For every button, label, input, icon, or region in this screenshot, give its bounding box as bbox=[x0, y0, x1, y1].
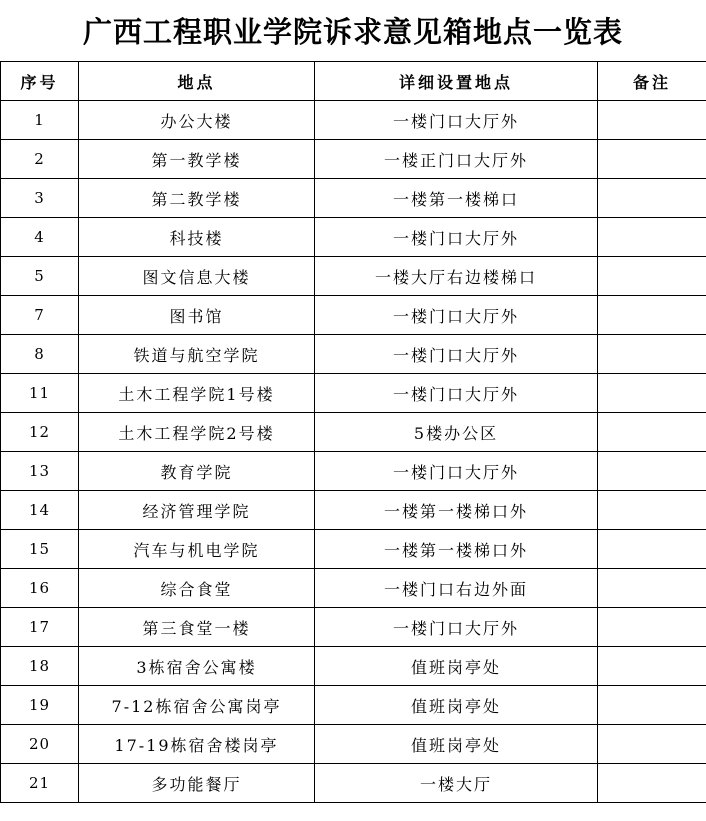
cell-location: 汽车与机电学院 bbox=[79, 530, 315, 569]
cell-location: 综合食堂 bbox=[79, 569, 315, 608]
cell-detail: 一楼第一楼梯口 bbox=[315, 179, 598, 218]
table-row bbox=[1, 140, 706, 179]
cell-location: 图书馆 bbox=[79, 296, 315, 335]
cell-seq: 11 bbox=[1, 374, 79, 413]
cell-seq: 21 bbox=[1, 764, 79, 803]
cell-seq: 17 bbox=[1, 608, 79, 647]
cell-detail: 一楼大厅右边楼梯口 bbox=[315, 257, 598, 296]
cell-remark bbox=[598, 764, 706, 803]
cell-detail: 一楼门口大厅外 bbox=[315, 335, 598, 374]
table-header-row bbox=[1, 62, 706, 101]
cell-detail: 一楼门口大厅外 bbox=[315, 101, 598, 140]
cell-location: 第二教学楼 bbox=[79, 179, 315, 218]
cell-remark bbox=[598, 647, 706, 686]
cell-detail: 一楼大厅 bbox=[315, 764, 598, 803]
cell-location: 7-12栋宿舍公寓岗亭 bbox=[79, 686, 315, 725]
header-location: 地点 bbox=[79, 62, 315, 101]
table-row bbox=[1, 296, 706, 335]
cell-detail: 一楼门口大厅外 bbox=[315, 452, 598, 491]
cell-remark bbox=[598, 179, 706, 218]
table-row bbox=[1, 491, 706, 530]
table-row bbox=[1, 179, 706, 218]
cell-seq: 12 bbox=[1, 413, 79, 452]
cell-remark bbox=[598, 335, 706, 374]
table-row bbox=[1, 686, 706, 725]
cell-detail: 一楼第一楼梯口外 bbox=[315, 530, 598, 569]
table-row bbox=[1, 725, 706, 764]
cell-detail: 一楼门口大厅外 bbox=[315, 218, 598, 257]
cell-location: 17-19栋宿舍楼岗亭 bbox=[79, 725, 315, 764]
cell-seq: 13 bbox=[1, 452, 79, 491]
cell-detail: 值班岗亭处 bbox=[315, 725, 598, 764]
cell-remark bbox=[598, 101, 706, 140]
cell-seq: 19 bbox=[1, 686, 79, 725]
cell-remark bbox=[598, 569, 706, 608]
cell-remark bbox=[598, 296, 706, 335]
table-row bbox=[1, 257, 706, 296]
cell-location: 办公大楼 bbox=[79, 101, 315, 140]
table-row bbox=[1, 452, 706, 491]
table-body bbox=[1, 101, 706, 803]
cell-seq: 4 bbox=[1, 218, 79, 257]
header-seq: 序号 bbox=[1, 62, 79, 101]
cell-remark bbox=[598, 140, 706, 179]
cell-detail: 一楼门口大厅外 bbox=[315, 374, 598, 413]
table-row bbox=[1, 335, 706, 374]
cell-seq: 7 bbox=[1, 296, 79, 335]
cell-location: 经济管理学院 bbox=[79, 491, 315, 530]
cell-seq: 18 bbox=[1, 647, 79, 686]
cell-seq: 16 bbox=[1, 569, 79, 608]
cell-detail: 一楼门口大厅外 bbox=[315, 296, 598, 335]
cell-seq: 20 bbox=[1, 725, 79, 764]
cell-detail: 5楼办公区 bbox=[315, 413, 598, 452]
cell-seq: 3 bbox=[1, 179, 79, 218]
cell-seq: 8 bbox=[1, 335, 79, 374]
table-row bbox=[1, 608, 706, 647]
cell-detail: 一楼门口右边外面 bbox=[315, 569, 598, 608]
cell-seq: 2 bbox=[1, 140, 79, 179]
table-row bbox=[1, 218, 706, 257]
cell-remark bbox=[598, 218, 706, 257]
table-row bbox=[1, 413, 706, 452]
location-table bbox=[0, 61, 706, 803]
cell-seq: 14 bbox=[1, 491, 79, 530]
header-detail: 详细设置地点 bbox=[315, 62, 598, 101]
cell-remark bbox=[598, 608, 706, 647]
cell-seq: 5 bbox=[1, 257, 79, 296]
cell-remark bbox=[598, 725, 706, 764]
cell-location: 土木工程学院1号楼 bbox=[79, 374, 315, 413]
cell-location: 教育学院 bbox=[79, 452, 315, 491]
cell-location: 第一教学楼 bbox=[79, 140, 315, 179]
table-row bbox=[1, 569, 706, 608]
cell-location: 图文信息大楼 bbox=[79, 257, 315, 296]
cell-location: 铁道与航空学院 bbox=[79, 335, 315, 374]
cell-detail: 一楼门口大厅外 bbox=[315, 608, 598, 647]
cell-location: 科技楼 bbox=[79, 218, 315, 257]
cell-detail: 值班岗亭处 bbox=[315, 686, 598, 725]
cell-remark bbox=[598, 374, 706, 413]
table-row bbox=[1, 374, 706, 413]
cell-detail: 值班岗亭处 bbox=[315, 647, 598, 686]
table-row bbox=[1, 764, 706, 803]
header-remark: 备注 bbox=[598, 62, 706, 101]
cell-location: 多功能餐厅 bbox=[79, 764, 315, 803]
cell-remark bbox=[598, 257, 706, 296]
cell-remark bbox=[598, 686, 706, 725]
cell-remark bbox=[598, 452, 706, 491]
cell-detail: 一楼正门口大厅外 bbox=[315, 140, 598, 179]
cell-seq: 15 bbox=[1, 530, 79, 569]
cell-location: 土木工程学院2号楼 bbox=[79, 413, 315, 452]
page-title: 广西工程职业学院诉求意见箱地点一览表 bbox=[82, 15, 623, 49]
table-row bbox=[1, 530, 706, 569]
cell-location: 3栋宿舍公寓楼 bbox=[79, 647, 315, 686]
cell-remark bbox=[598, 530, 706, 569]
cell-remark bbox=[598, 491, 706, 530]
cell-detail: 一楼第一楼梯口外 bbox=[315, 491, 598, 530]
table-row bbox=[1, 647, 706, 686]
cell-remark bbox=[598, 413, 706, 452]
table-row bbox=[1, 101, 706, 140]
cell-seq: 1 bbox=[1, 101, 79, 140]
cell-location: 第三食堂一楼 bbox=[79, 608, 315, 647]
